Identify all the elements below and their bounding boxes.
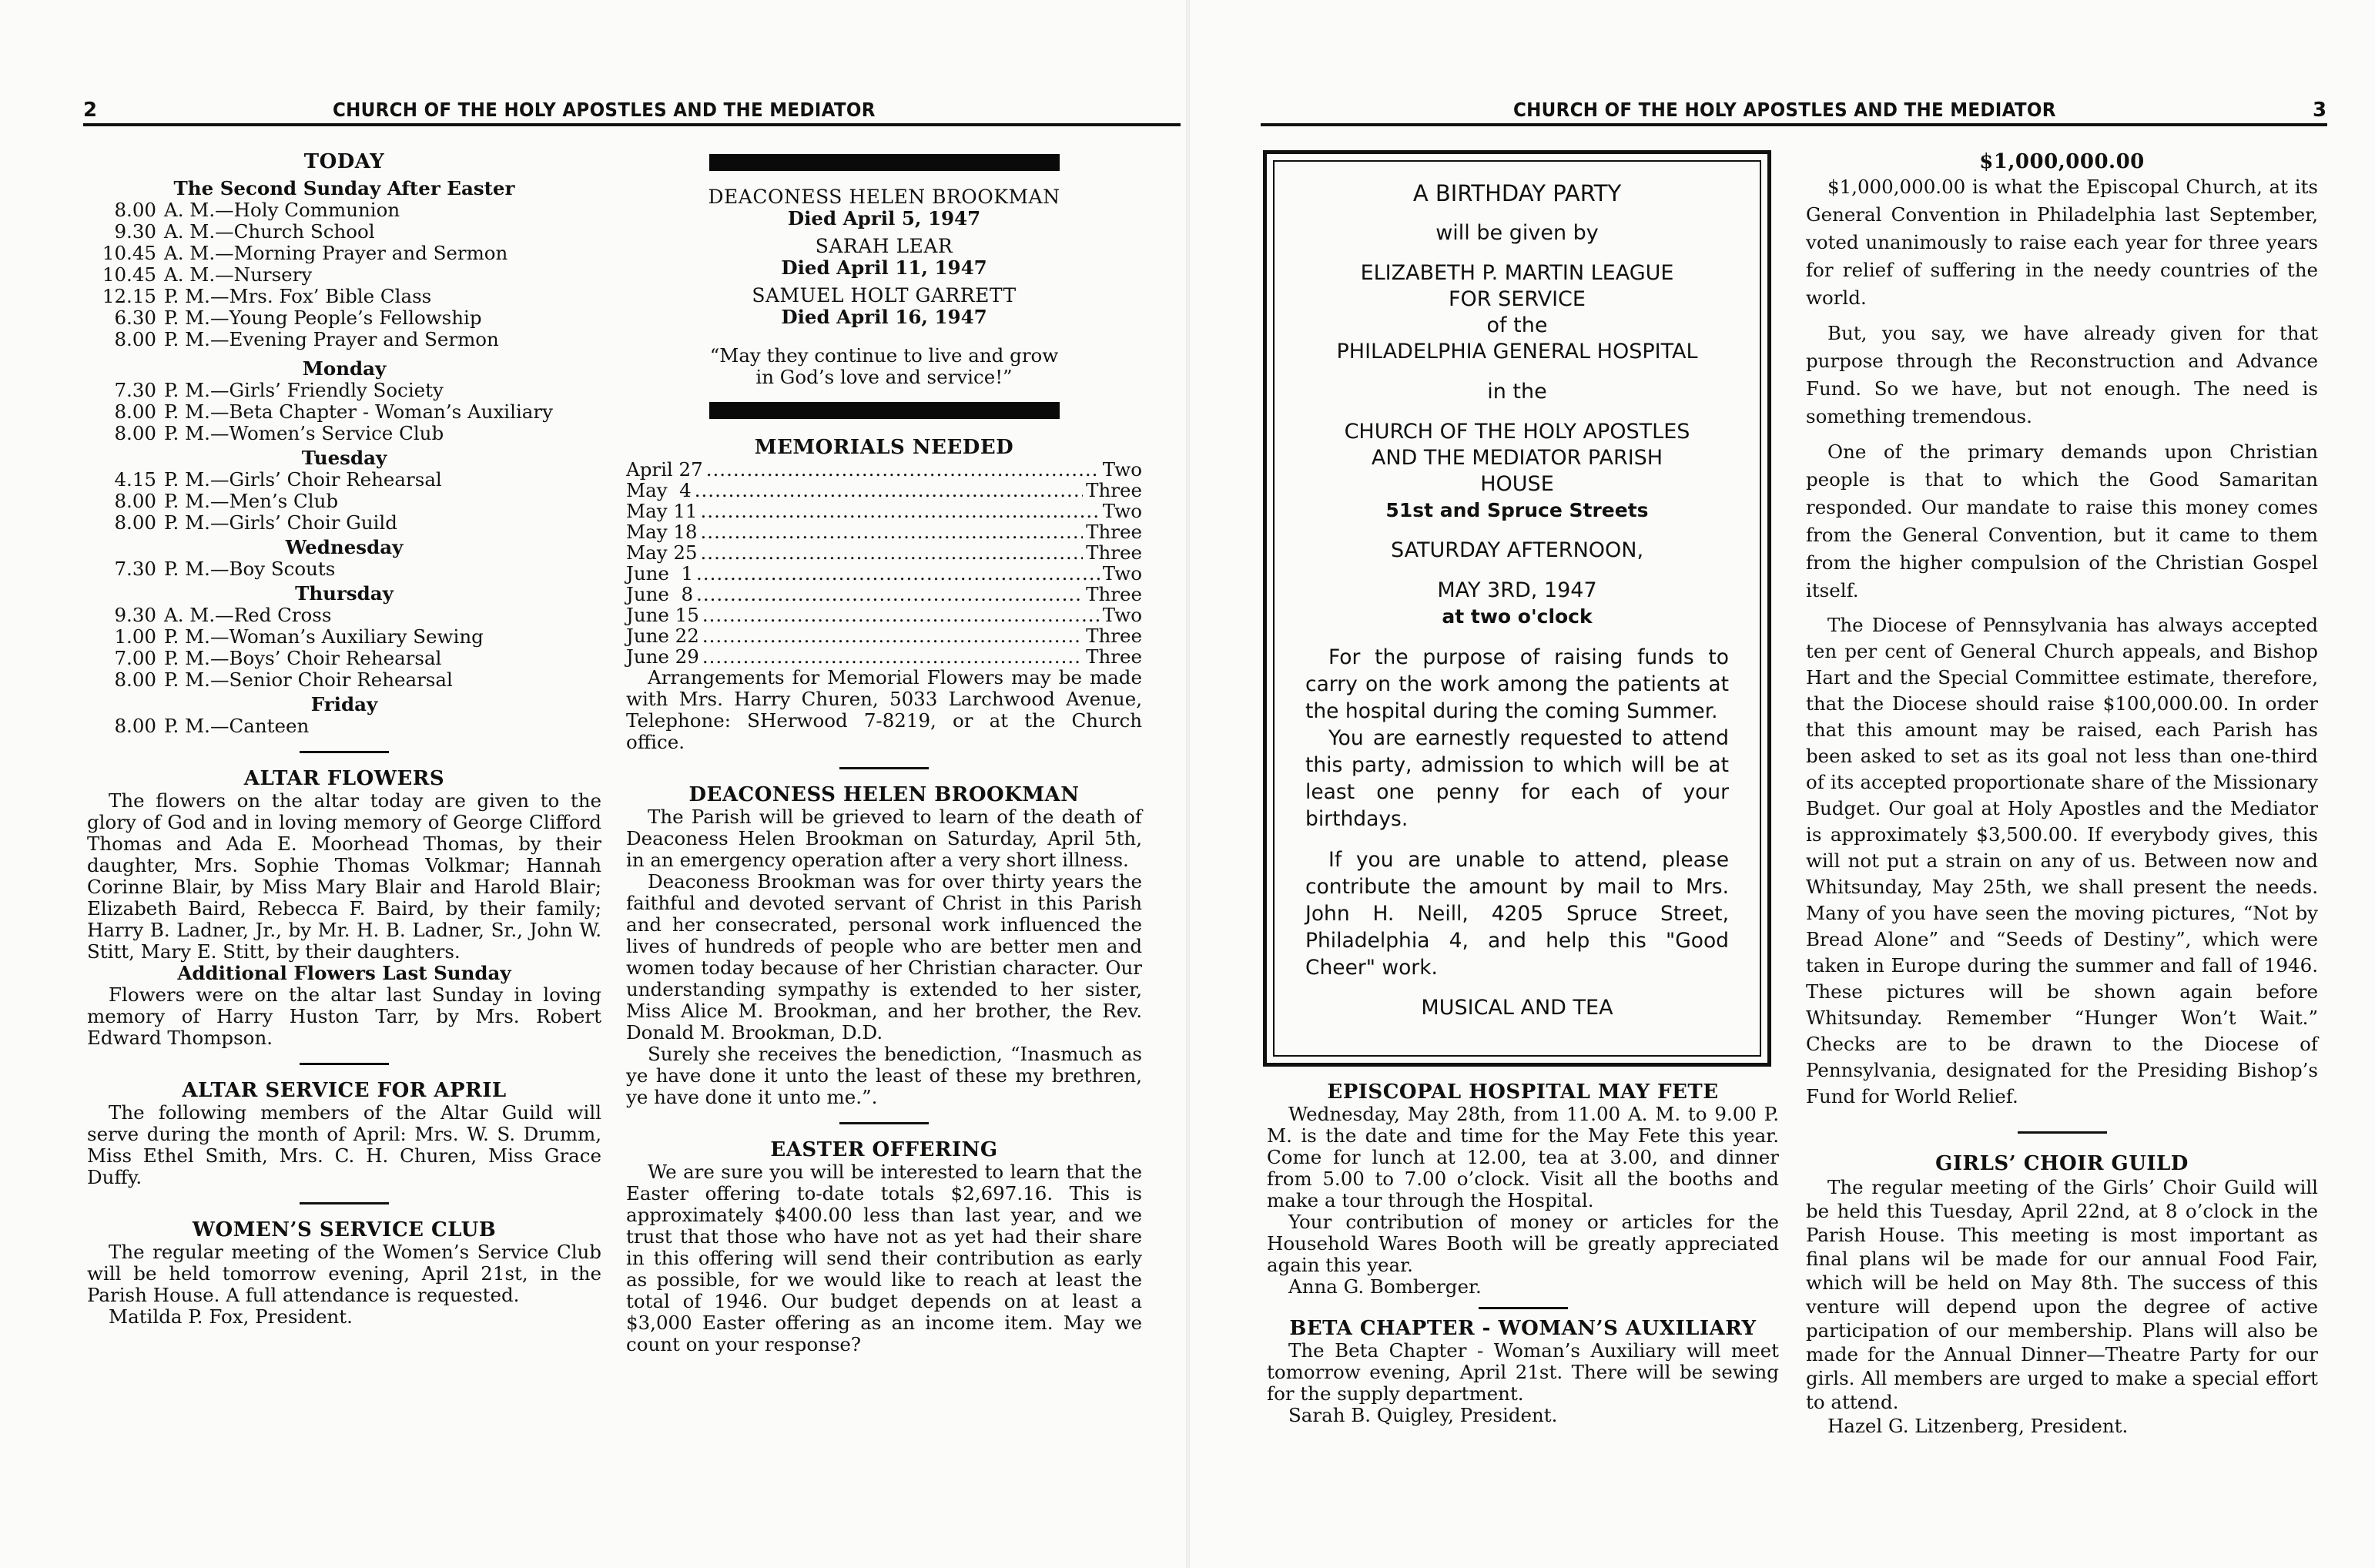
- dot-leader: [696, 584, 1083, 605]
- million-heading: $1,000,000.00: [1979, 150, 2145, 173]
- schedule-item: [87, 199, 601, 221]
- million-paragraph-2: But, you say, we have already given for that purpose through the Reconstruction and Advance Fund. So we have, but not enough. The need is something tremendous.: [1806, 322, 2318, 427]
- birthday-title: A BIRTHDAY PARTY: [1412, 180, 1622, 206]
- schedule-item: [87, 380, 601, 401]
- column-4: [1806, 150, 2318, 1438]
- dot-leader: [695, 480, 1083, 501]
- section-divider: [2018, 1131, 2107, 1134]
- hospital-name: PHILADELPHIA GENERAL HOSPITAL: [1336, 340, 1698, 364]
- schedule-item: [87, 329, 601, 350]
- memorial-quote-line-1: “May they continue to live and grow: [709, 344, 1059, 367]
- schedule-ampm: A. M.: [164, 242, 216, 264]
- memorial-date: June 29: [626, 645, 699, 668]
- schedule-time: 7.30: [114, 558, 156, 580]
- memorial-row: [626, 625, 1142, 646]
- monday-heading: Monday: [302, 357, 387, 380]
- dot-leader: [701, 501, 1100, 521]
- em-dash: —: [209, 490, 229, 512]
- today-heading: TODAY: [303, 150, 385, 173]
- em-dash: —: [209, 668, 229, 691]
- schedule-event: Boy Scouts: [229, 558, 336, 580]
- party-address: 51st and Spruce Streets: [1385, 499, 1649, 521]
- memorial-date: June 8: [626, 583, 694, 605]
- schedule-item: [87, 221, 601, 243]
- schedule-time: 8.00: [114, 400, 156, 423]
- schedule-event: Canteen: [229, 715, 310, 737]
- additional-flowers-heading: Additional Flowers Last Sunday: [177, 962, 511, 984]
- birthday-party-content: [1305, 169, 1729, 1021]
- girls-choir-guild-body: The regular meeting of the Girls’ Choir Guild will be held this Tuesday, April 22nd, at 8 o’clock in the Parish House. This meeting is most important as final plans wil be made for our annual Food Fair, which will be held on May 8th. The success of this venture will depend upon the degree of active participation of our membership. Plans will also be made for the Annual Dinner—Theatre Party for our girls. All members are urged to make a special effort to attend.: [1806, 1176, 2318, 1413]
- wednesday-schedule: [87, 558, 601, 580]
- memorial-row: [626, 542, 1142, 563]
- schedule-time: 10.45: [102, 242, 156, 264]
- section-divider: [300, 1202, 389, 1204]
- schedule-item: [87, 469, 601, 491]
- deaconess-paragraph-3: Surely she receives the benediction, “Inasmuch as ye have done it unto the least of these my brethren, ye have done it unto me.”.: [626, 1043, 1142, 1108]
- league-line-2: FOR SERVICE: [1449, 287, 1586, 311]
- schedule-ampm: P. M.: [164, 647, 210, 669]
- em-dash: —: [209, 400, 229, 423]
- schedule-ampm: P. M.: [164, 328, 210, 350]
- memoriam-name: SARAH LEAR: [815, 235, 953, 257]
- may-fete-heading: EPISCOPAL HOSPITAL MAY FETE: [1327, 1081, 1719, 1104]
- thursday-heading: Thursday: [295, 582, 394, 605]
- schedule-ampm: P. M.: [164, 715, 210, 737]
- deaconess-heading: DEACONESS HELEN BROOKMAN: [688, 783, 1080, 806]
- beta-chapter-body: The Beta Chapter - Woman’s Auxiliary will meet tomorrow evening, April 21st. There will be sewing for the supply department.: [1267, 1339, 1779, 1405]
- schedule-event: Red Cross: [233, 604, 332, 626]
- friday-schedule: [87, 715, 601, 737]
- schedule-time: 7.30: [114, 379, 156, 401]
- header-rule: [83, 123, 1181, 126]
- memorial-count: Two: [1102, 500, 1142, 522]
- schedule-item: [87, 401, 601, 423]
- easter-offering-heading: EASTER OFFERING: [770, 1138, 998, 1161]
- sunday-schedule: [87, 199, 601, 350]
- memorial-row: [626, 646, 1142, 667]
- memorial-row: [626, 584, 1142, 605]
- memorials-needed-list: [626, 459, 1142, 667]
- column-2: [626, 154, 1142, 1355]
- schedule-event: Church School: [233, 220, 375, 243]
- schedule-item: [87, 558, 601, 580]
- dot-leader: [702, 646, 1083, 667]
- memorial-count: Two: [1102, 604, 1142, 626]
- schedule-ampm: A. M.: [164, 220, 216, 243]
- today-subheading: The Second Sunday After Easter: [173, 177, 515, 199]
- schedule-event: Evening Prayer and Sermon: [229, 328, 499, 350]
- schedule-item: [87, 243, 601, 264]
- schedule-ampm: P. M.: [164, 422, 210, 444]
- dot-leader: [706, 459, 1100, 480]
- memorial-row: [626, 501, 1142, 521]
- schedule-ampm: A. M.: [164, 604, 216, 626]
- schedule-item: [87, 512, 601, 534]
- schedule-time: 1.00: [114, 625, 156, 648]
- em-dash: —: [215, 199, 234, 221]
- schedule-time: 10.45: [102, 263, 156, 286]
- schedule-time: 8.00: [114, 715, 156, 737]
- memorial-row: [626, 521, 1142, 542]
- section-divider: [839, 767, 929, 769]
- schedule-ampm: A. M.: [164, 263, 216, 286]
- em-dash: —: [209, 558, 229, 580]
- musical-and-tea: MUSICAL AND TEA: [1421, 996, 1613, 1020]
- section-divider: [300, 751, 389, 753]
- tuesday-schedule: [87, 469, 601, 534]
- church-line-1: CHURCH OF THE HOLY APOSTLES: [1344, 420, 1690, 444]
- dot-leader: [701, 542, 1084, 563]
- schedule-event: Morning Prayer and Sermon: [233, 242, 508, 264]
- beta-chapter-signature: Sarah B. Quigley, President.: [1288, 1404, 1558, 1426]
- girls-choir-guild-signature: Hazel G. Litzenberg, President.: [1827, 1415, 2129, 1437]
- left-page: [0, 0, 1186, 1568]
- party-paragraph-1: For the purpose of raising funds to carry on the work among the patients at the hospital during the coming Summer.: [1305, 645, 1729, 723]
- dot-leader: [702, 605, 1100, 625]
- altar-flowers-body: The flowers on the altar today are given to the glory of God and in loving memory of George Clifford Thomas and Ada E. Moorhead Thomas, by their daughter, Mrs. Sophie Thomas Volkmar; Hannah Corinne Blair, by Miss Mary Blair and Harold Blair; Elizabeth Baird, Rebecca F. Baird, by their family; Harry B. Ladner, Jr., by Mr. H. B. Ladner, Sr., John W. Stitt, Mary E. Stitt, by their daughters.: [87, 789, 601, 963]
- party-day: SATURDAY AFTERNOON,: [1390, 538, 1644, 562]
- party-paragraph-3: If you are unable to attend, please contribute the amount by mail to Mrs. John H. Neill, 4205 Spruce Street, Philadelphia 4, and help this "Good Cheer" work.: [1305, 848, 1729, 980]
- schedule-ampm: P. M.: [164, 668, 210, 691]
- memorial-date: May 18: [626, 521, 698, 543]
- schedule-item: [87, 491, 601, 512]
- schedule-ampm: P. M.: [164, 379, 210, 401]
- schedule-item: [87, 307, 601, 329]
- womens-service-club-signature: Matilda P. Fox, President.: [109, 1305, 353, 1328]
- schedule-time: 6.30: [114, 307, 156, 329]
- schedule-item: [87, 423, 601, 444]
- schedule-item: [87, 605, 601, 626]
- schedule-ampm: A. M.: [164, 199, 216, 221]
- altar-service-body: The following members of the Altar Guild will serve during the month of April: Mrs. W. S. Drumm, Miss Ethel Smith, Mrs. C. H. Churen, Miss Grace Duffy.: [87, 1101, 601, 1188]
- schedule-time: 9.30: [114, 604, 156, 626]
- section-divider: [300, 1063, 389, 1065]
- schedule-time: 9.30: [114, 220, 156, 243]
- schedule-event: Young People’s Fellowship: [229, 307, 482, 329]
- altar-service-heading: ALTAR SERVICE FOR APRIL: [182, 1079, 507, 1102]
- em-dash: —: [215, 220, 234, 243]
- schedule-time: 8.00: [114, 422, 156, 444]
- friday-heading: Friday: [310, 693, 378, 715]
- memoriam-name: DEACONESS HELEN BROOKMAN: [708, 186, 1060, 208]
- memorial-row: [626, 605, 1142, 625]
- schedule-time: 4.15: [114, 468, 156, 491]
- schedule-event: Holy Communion: [233, 199, 400, 221]
- em-dash: —: [209, 379, 229, 401]
- memoriam-entry: [626, 285, 1142, 328]
- party-date: MAY 3RD, 1947: [1437, 578, 1597, 602]
- party-paragraph-2: You are earnestly requested to attend this party, admission to which will be at least one penny for each of your birthdays.: [1305, 726, 1729, 831]
- column-1: [87, 150, 601, 1328]
- dot-leader: [701, 521, 1084, 542]
- dot-leader: [696, 563, 1100, 584]
- schedule-event: Nursery: [233, 263, 313, 286]
- schedule-time: 8.00: [114, 511, 156, 534]
- em-dash: —: [215, 604, 234, 626]
- memorial-count: Three: [1086, 479, 1142, 501]
- memorials-needed-heading: MEMORIALS NEEDED: [754, 436, 1014, 459]
- schedule-item: [87, 648, 601, 669]
- schedule-ampm: P. M.: [164, 285, 210, 307]
- em-dash: —: [209, 511, 229, 534]
- womens-service-club-heading: WOMEN’S SERVICE CLUB: [192, 1218, 497, 1241]
- memorial-count: Two: [1102, 562, 1142, 585]
- schedule-item: [87, 286, 601, 307]
- memorial-date: June 22: [626, 625, 699, 647]
- memorial-date: May 4: [626, 479, 692, 501]
- memorial-row: [626, 459, 1142, 480]
- memorial-count: Three: [1086, 625, 1142, 647]
- thursday-schedule: [87, 605, 601, 691]
- schedule-ampm: P. M.: [164, 468, 210, 491]
- memorial-date: April 27: [626, 458, 703, 481]
- memorial-row: [626, 480, 1142, 501]
- party-time: at two o'clock: [1442, 605, 1593, 628]
- schedule-ampm: P. M.: [164, 511, 210, 534]
- memorial-count: Three: [1086, 521, 1142, 543]
- given-by: will be given by: [1435, 221, 1599, 245]
- schedule-event: Senior Choir Rehearsal: [229, 668, 453, 691]
- schedule-event: Women’s Service Club: [229, 422, 444, 444]
- memorial-count: Two: [1102, 458, 1142, 481]
- of-the: of the: [1486, 313, 1548, 337]
- memorial-row: [626, 563, 1142, 584]
- monday-schedule: [87, 380, 601, 444]
- dot-leader: [702, 625, 1083, 646]
- memorial-black-bar: [709, 154, 1060, 171]
- em-dash: —: [209, 468, 229, 491]
- memorial-count: Three: [1086, 541, 1142, 564]
- league-line-1: ELIZABETH P. MARTIN LEAGUE: [1360, 261, 1674, 285]
- girls-choir-guild-heading: GIRLS’ CHOIR GUILD: [1935, 1152, 2189, 1175]
- page-number: 3: [2313, 99, 2327, 122]
- memoriam-entry: [626, 186, 1142, 230]
- schedule-ampm: P. M.: [164, 558, 210, 580]
- memoriam-date: Died April 11, 1947: [781, 256, 987, 279]
- schedule-ampm: P. M.: [164, 400, 210, 423]
- church-line-3: HOUSE: [1480, 472, 1554, 496]
- altar-flowers-heading: ALTAR FLOWERS: [243, 767, 445, 790]
- schedule-ampm: P. M.: [164, 490, 210, 512]
- schedule-event: Mrs. Fox’ Bible Class: [229, 285, 432, 307]
- schedule-time: 8.00: [114, 328, 156, 350]
- memorial-date: June 15: [626, 604, 699, 626]
- schedule-item: [87, 669, 601, 691]
- header-rule: [1261, 123, 2327, 126]
- beta-chapter-heading: BETA CHAPTER - WOMAN’S AUXILIARY: [1289, 1317, 1757, 1340]
- memorial-quote-line-2: in God’s love and service!”: [755, 366, 1013, 388]
- memoriam-entry: [626, 236, 1142, 279]
- wednesday-heading: Wednesday: [285, 536, 404, 558]
- church-line-2: AND THE MEDIATOR PARISH: [1371, 446, 1663, 470]
- em-dash: —: [209, 647, 229, 669]
- may-fete-paragraph-1: Wednesday, May 28th, from 11.00 A. M. to 9.00 P. M. is the date and time for the May Fete this year. Come for lunch at 12.00, tea at 3.00, and dinner from 5.00 to 7.00 o’clock. Visit all the booths and make a tour through the Hospital.: [1267, 1103, 1779, 1211]
- section-divider: [1479, 1307, 1568, 1309]
- schedule-time: 8.00: [114, 199, 156, 221]
- birthday-party-notice: [1263, 150, 1771, 1067]
- schedule-item: [87, 264, 601, 286]
- schedule-time: 8.00: [114, 668, 156, 691]
- schedule-event: Girls’ Friendly Society: [229, 379, 444, 401]
- memorial-date: June 1: [626, 562, 694, 585]
- memorial-date: May 25: [626, 541, 698, 564]
- running-header: CHURCH OF THE HOLY APOSTLES AND THE MEDIATOR: [1513, 99, 2056, 121]
- schedule-item: [87, 715, 601, 737]
- em-dash: —: [209, 285, 229, 307]
- em-dash: —: [209, 328, 229, 350]
- schedule-item: [87, 626, 601, 648]
- em-dash: —: [215, 242, 234, 264]
- deaconess-paragraph-1: The Parish will be grieved to learn of the death of Deaconess Helen Brookman on Saturday, April 5th, in an emergency operation after a very short illness.: [626, 806, 1142, 871]
- tuesday-heading: Tuesday: [301, 447, 387, 469]
- schedule-event: Woman’s Auxiliary Sewing: [229, 625, 484, 648]
- memorials-needed-note: Arrangements for Memorial Flowers may be made with Mrs. Harry Churen, 5033 Larchwood Avenue, Telephone: SHerwood 7-8219, or at the Church office.: [626, 666, 1142, 753]
- schedule-time: 12.15: [102, 285, 156, 307]
- column-3: [1267, 1081, 1779, 1426]
- memoriam-date: Died April 5, 1947: [787, 207, 981, 230]
- schedule-event: Boys’ Choir Rehearsal: [229, 647, 442, 669]
- em-dash: —: [209, 625, 229, 648]
- million-paragraph-1: $1,000,000.00 is what the Episcopal Church, at its General Convention in Philadelphia last September, voted unanimously to raise each year for three years for relief of suffering in the needy countries of the world.: [1806, 176, 2318, 309]
- memorial-count: Three: [1086, 645, 1142, 668]
- memorial-count: Three: [1086, 583, 1142, 605]
- deaconess-paragraph-2: Deaconess Brookman was for over thirty years the faithful and devoted servant of Christ in this Parish and her consecrated, personal work influenced the lives of hundreds of people who are better men and women today because of her Christian character. Our understanding sympathy is extended to her sister, Miss Alice M. Brookman, and her brother, the Rev. Donald M. Brookman, D.D.: [626, 870, 1142, 1044]
- in-the: in the: [1487, 380, 1547, 404]
- easter-offering-body: We are sure you will be interested to learn that the Easter offering to-date totals $2,697.16. This is approximately $400.00 less than last year, and we trust that those who have not as yet had their share in this offering will send their contribution as early as possible, for we would like to reach at least the total of 1946. Our budget depends on at least a $3,000 Easter offering as an income item. May we count on your response?: [626, 1161, 1142, 1355]
- schedule-event: Men’s Club: [229, 490, 339, 512]
- page-number: 2: [83, 99, 98, 122]
- schedule-time: 8.00: [114, 490, 156, 512]
- womens-service-club-body: The regular meeting of the Women’s Service Club will be held tomorrow evening, April 21st, in the Parish House. A full attendance is requested.: [87, 1241, 601, 1306]
- in-memoriam-list: [626, 186, 1142, 328]
- em-dash: —: [209, 307, 229, 329]
- running-header: CHURCH OF THE HOLY APOSTLES AND THE MEDIATOR: [333, 99, 876, 121]
- memoriam-date: Died April 16, 1947: [781, 306, 987, 328]
- section-divider: [839, 1122, 929, 1124]
- em-dash: —: [209, 715, 229, 737]
- may-fete-paragraph-2: Your contribution of money or articles for the Household Wares Booth will be greatly appreciated again this year.: [1267, 1211, 1779, 1276]
- schedule-time: 7.00: [114, 647, 156, 669]
- may-fete-signature: Anna G. Bomberger.: [1288, 1275, 1482, 1298]
- em-dash: —: [215, 263, 234, 286]
- memorial-black-bar: [709, 402, 1060, 419]
- schedule-ampm: P. M.: [164, 307, 210, 329]
- schedule-event: Girls’ Choir Rehearsal: [229, 468, 442, 491]
- million-paragraph-3: One of the primary demands upon Christian people is that to which the Good Samaritan responded. Our mandate to raise this money comes from the General Convention, but it came to them from the higher compulsion of the Christian Gospel itself.: [1806, 441, 2318, 601]
- additional-flowers-body: Flowers were on the altar last Sunday in loving memory of Harry Huston Tarr, by Mrs. Robert Edward Thompson.: [87, 983, 601, 1049]
- memorial-date: May 11: [626, 500, 698, 522]
- schedule-event: Girls’ Choir Guild: [229, 511, 397, 534]
- memoriam-name: SAMUEL HOLT GARRETT: [752, 284, 1017, 307]
- schedule-event: Beta Chapter - Woman’s Auxiliary: [229, 400, 553, 423]
- em-dash: —: [209, 422, 229, 444]
- schedule-ampm: P. M.: [164, 625, 210, 648]
- million-paragraph-4: The Diocese of Pennsylvania has always accepted ten per cent of General Church appeals, and Bishop Hart and the Special Committee estimate, therefore, that the Diocese should raise $100,000.00. In order that this amount may be raised, each Parish has been asked to set as its goal not less than one-third of its accepted proportionate share of the Missionary Budget. Our goal at Holy Apostles and the Mediator is approximately $3,500.00. If everybody gives, this will not put a strain on any of us. Between now and Whitsunday, May 25th, we shall present the needs. Many of you have seen the moving pictures, “Not by Bread Alone” and “Seeds of Destiny”, which were taken in Europe during the summer and fall of 1946. These pictures will be shown again before Whitsunday. Remember “Hunger Won’t Wait.” Checks are to be drawn to the Diocese of Pennsylvania, designated for the Presiding Bishop’s Fund for World Relief.: [1806, 614, 2318, 1107]
